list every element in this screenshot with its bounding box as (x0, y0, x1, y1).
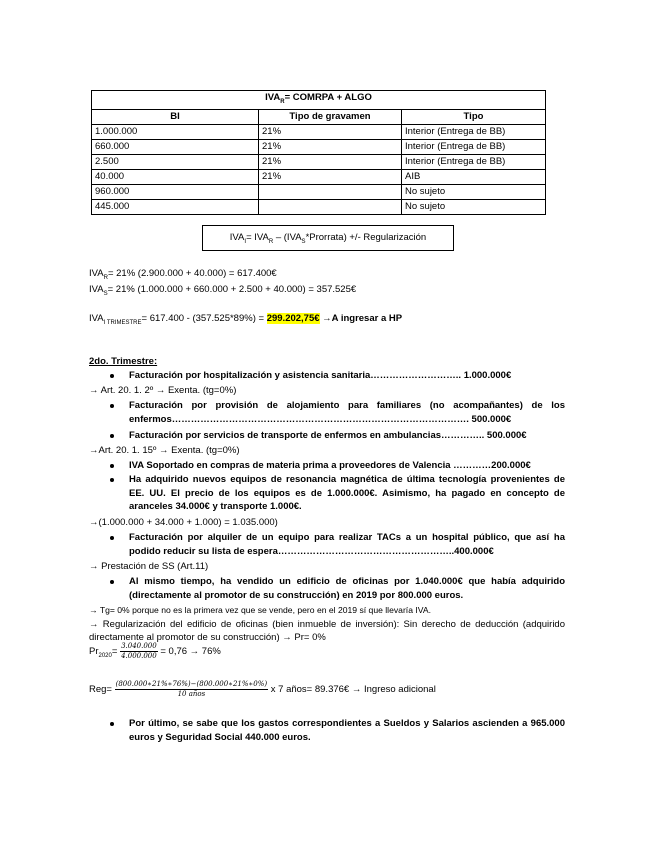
prorrata-fraction: $\frac{3.040.000}{4.000.000}$ (121, 642, 157, 660)
list-item: Facturación por provisión de alojamiento para familiares (no acompañantes) de los enfermos…………………………………………………………………………………. 500.000€ (129, 400, 565, 425)
header-tipo: Tipo (402, 109, 546, 124)
table-row: 660.000 21% Interior (Entrega de BB) (92, 139, 546, 154)
table-title: $IVA_R=$ COMRPA + ALGO (92, 91, 546, 110)
list-item: Al mismo tiempo, ha vendido un edificio de oficinas por 1.040.000€ que había adquirido (directamente al promotor de su construcción) en 2019 por 800.000 euros. (129, 576, 565, 601)
list-item: Facturación por servicios de transporte de enfermos en ambulancias………….. 500.000€ (129, 430, 527, 441)
prorrata-formula: $Pr_{2020}=$ $\frac{3.040.000}{4.000.000}$ = 0,76 → 76% (89, 642, 221, 660)
note: → Tg= 0% porque no es la primera vez que se vende, pero en el 2019 sí que llevaría IVA. (89, 605, 431, 615)
calc-iva-s: $IVA_S= 21\%$ (1.000.000 + 660.000 + 2.500 + 40.000) = 357.525€ (89, 284, 357, 297)
list-item: Por último, se sabe que los gastos correspondientes a Sueldos y Salarios ascienden a 965.000 euros y Seguridad Social 440.000 euros. (129, 718, 565, 743)
calc-iva-trimestre: $IVA_{I TRIMESTRE}= 617.400 - (357.525*89\%)$ = 299.202,75€ →A ingresar a HP (89, 313, 403, 326)
header-bi: BI (92, 109, 259, 124)
regularization-formula: Reg= $\frac{(800.000∗21\%∗76\%)-(800.000∗21\%∗0\%)}{\text{10 años}}$ x 7 años= 89.376€ → Ingreso adicional (89, 680, 436, 698)
table-row: 2.500 21% Interior (Entrega de BB) (92, 154, 546, 169)
note: → Art. 20. 1. 2º → Exenta. (tg=0%) (89, 385, 237, 396)
regularization-fraction: $\frac{(800.000∗21\%∗76\%)-(800.000∗21\%∗0\%)}{\text{10 años}}$ (115, 680, 268, 698)
table-row: 960.000 No sujeto (92, 184, 546, 199)
table-row: 40.000 21% AIB (92, 169, 546, 184)
note: → Prestación de SS (Art.11) (89, 561, 209, 572)
list-item: Ha adquirido nuevos equipos de resonancia magnética de última tecnología provenientes de EE. UU. El precio de los equipos es de 1.000.000€. Asimismo, ha pagado en concepto de aranceles 34.000€ y transporte 1.000€. (129, 474, 565, 512)
result-highlight: 299.202,75€ (266, 313, 320, 324)
list-item: Facturación por hospitalización y asistencia sanitaria……………………….. 1.000.000€ (129, 370, 512, 381)
iva-table (91, 90, 546, 215)
header-tipo-gravamen: Tipo de gravamen (259, 109, 402, 124)
list-item: IVA Soportado en compras de materia prima a proveedores de Valencia …………200.000€ (129, 460, 531, 471)
note: → Regularización del edificio de oficinas (bien inmueble de inversión): Sin derecho de deducción (adquirido directamente al promotor de su construcción) → Pr= 0% (89, 619, 565, 643)
calc-iva-r: $IVA_R= 21\%$ (2.900.000 + 40.000) = 617.400€ (89, 268, 277, 281)
section-title: 2do. Trimestre: (89, 356, 158, 367)
note: →Art. 20. 1. 15º → Exenta. (tg=0%) (89, 445, 240, 456)
note: →(1.000.000 + 34.000 + 1.000) = 1.035.000) (89, 517, 278, 528)
table-row: 1.000.000 21% Interior (Entrega de BB) (92, 124, 546, 139)
list-item: Facturación por alquiler de un equipo para realizar TACs a un hospital público, que así ha podido reducir su lista de espera………………………………………………..400.000€ (129, 532, 565, 557)
table-row: 445.000 No sujeto (92, 199, 546, 214)
formula-box: $IVA_I= IVA_R$ – $(IVA_S*Prorrata)$ +/- Regularización (202, 225, 454, 251)
